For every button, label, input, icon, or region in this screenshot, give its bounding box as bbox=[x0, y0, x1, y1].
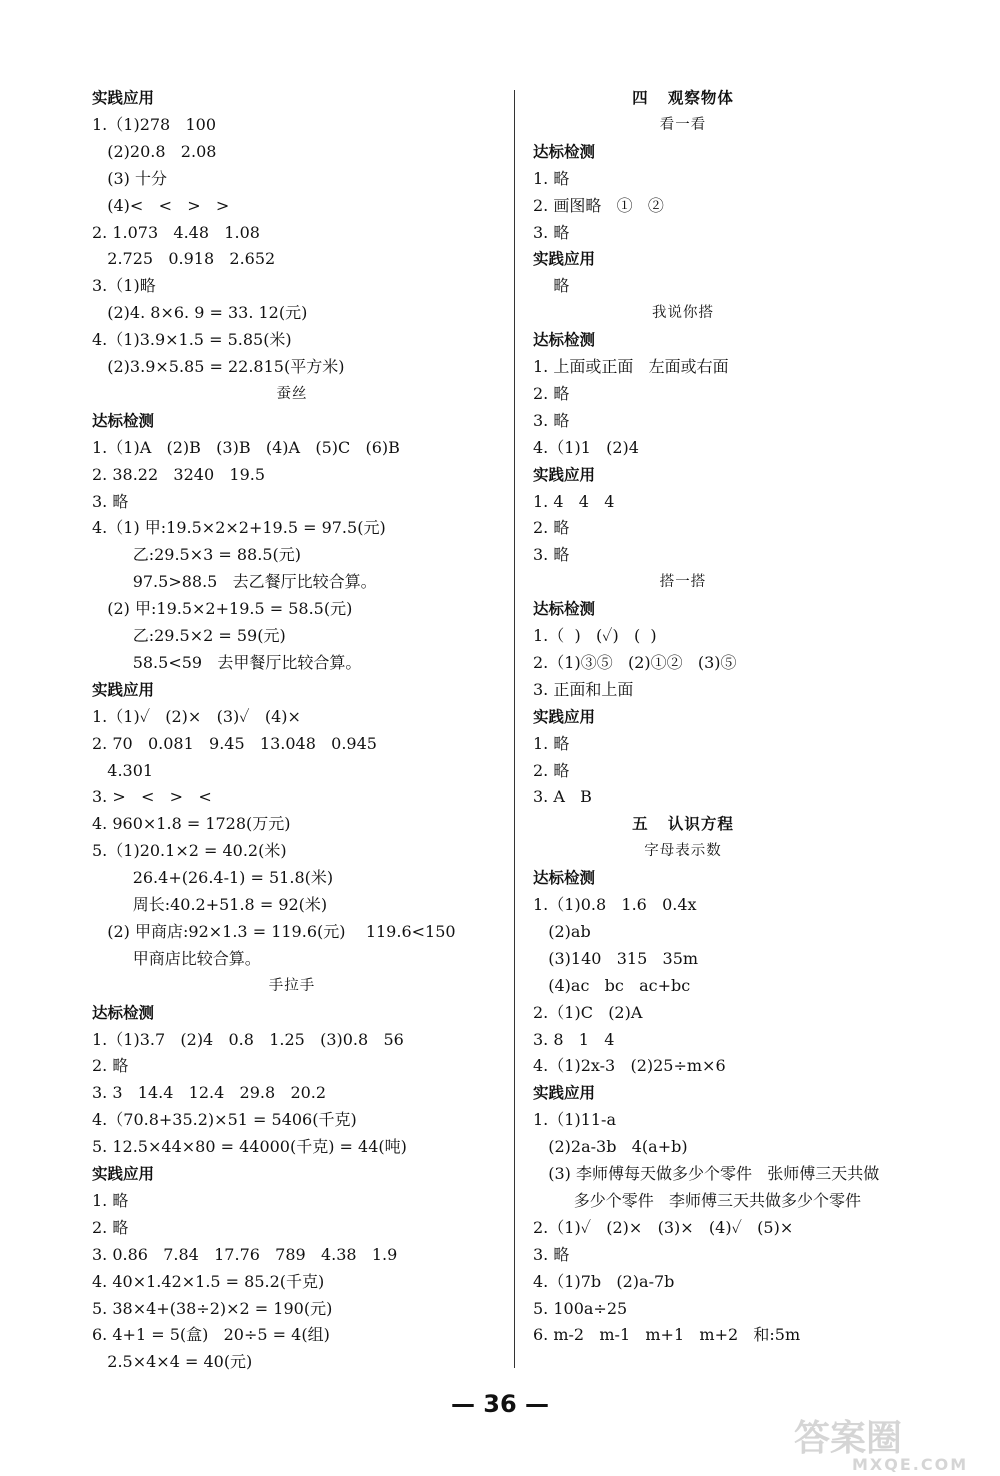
answer-line: 1.（1)278 100 bbox=[92, 114, 217, 134]
answer-line: 5. 100a÷25 bbox=[533, 1298, 628, 1318]
chapter-title: 四 观察物体 bbox=[632, 89, 734, 107]
answer-line: (3)140 315 35m bbox=[533, 948, 699, 968]
answer-line: 3. 略 bbox=[533, 410, 570, 430]
answer-line: 甲商店比较合算。 bbox=[92, 948, 261, 968]
answer-line: 4.（1)3.9×1.5 = 5.85(米) bbox=[92, 330, 292, 350]
answer-line: (2)ab bbox=[533, 921, 591, 941]
answer-line: 1. 略 bbox=[92, 1190, 129, 1210]
section-heading: 达标检测 bbox=[92, 411, 155, 430]
section-heading: 实践应用 bbox=[92, 1165, 155, 1183]
section-heading: 达标检测 bbox=[533, 331, 596, 350]
answer-line: 1.（1)11-a bbox=[533, 1110, 616, 1130]
answer-line: 1.（1)3.7 (2)4 0.8 1.25 (3)0.8 56 bbox=[92, 1029, 404, 1049]
chapter-title: 五 认识方程 bbox=[632, 815, 734, 834]
answer-line: 5. 38×4+(38÷2)×2 = 190(元) bbox=[92, 1298, 333, 1318]
answer-line: 3.（1)略 bbox=[92, 276, 156, 296]
section-heading: 实践应用 bbox=[92, 89, 155, 107]
answer-line: 6. 4+1 = 5(盒) 20÷5 = 4(组) bbox=[92, 1325, 330, 1345]
answer-line: 1.（ ) (✓) ( ) bbox=[533, 626, 657, 645]
answer-line: 略 bbox=[533, 276, 570, 296]
watermark-logo-icon bbox=[792, 1416, 992, 1472]
section-heading: 实践应用 bbox=[533, 250, 596, 269]
answer-line: 2. 略 bbox=[533, 760, 570, 780]
answer-line: 5. 12.5×44×80 = 44000(千克) = 44(吨) bbox=[92, 1137, 407, 1157]
watermark bbox=[792, 1416, 992, 1472]
section-heading: 达标检测 bbox=[533, 600, 596, 619]
answer-line: 2. 38.22 3240 19.5 bbox=[92, 464, 266, 484]
answer-line: 4.（1)2x-3 (2)25÷m×6 bbox=[533, 1056, 726, 1076]
answer-line: 2. 略 bbox=[533, 518, 570, 538]
answer-line: 3. 略 bbox=[533, 222, 570, 242]
section-heading: 实践应用 bbox=[533, 707, 596, 726]
answer-line: (2)20.8 2.08 bbox=[92, 141, 217, 161]
answer-line: 多少个零件 李师傅三天共做多少个零件 bbox=[533, 1190, 861, 1210]
page-number: — 36 — bbox=[450, 1390, 550, 1418]
answer-line: 3. 正面和上面 bbox=[533, 679, 634, 699]
answer-line: 2.（1)✓ (2)× (3)× (4)✓ (5)× bbox=[533, 1217, 794, 1237]
answer-line: 乙:29.5×2 = 59(元) bbox=[92, 626, 286, 645]
answer-line: 2. 略 bbox=[92, 1217, 129, 1237]
answer-line: 3. 8 1 4 bbox=[533, 1029, 615, 1049]
answer-line: 1.（1)0.8 1.6 0.4x bbox=[533, 895, 697, 914]
section-heading: 达标检测 bbox=[533, 142, 596, 161]
answer-line: (2) 甲商店:92×1.3 = 119.6(元) 119.6<150 bbox=[92, 921, 456, 941]
subsection-title: 搭一搭 bbox=[659, 574, 707, 591]
section-heading: 实践应用 bbox=[92, 680, 155, 699]
answer-line: 乙:29.5×3 = 88.5(元) bbox=[92, 545, 301, 565]
answer-line: (3) 十分 bbox=[92, 168, 168, 188]
subsection-title: 字母表示数 bbox=[644, 843, 722, 860]
answer-line: 3. A B bbox=[533, 787, 592, 807]
answer-line: (2) 甲:19.5×2+19.5 = 58.5(元) bbox=[92, 599, 353, 619]
section-heading: 实践应用 bbox=[533, 465, 596, 484]
answer-line: (2)4. 8×6. 9 = 33. 12(元) bbox=[92, 303, 308, 323]
section-heading: 达标检测 bbox=[92, 1003, 155, 1022]
answer-line: 4.301 bbox=[92, 760, 154, 780]
answer-line: 97.5>88.5 去乙餐厅比较合算。 bbox=[92, 572, 377, 592]
answer-line: 3. > < > < bbox=[92, 787, 212, 807]
answer-line: 2. 画图略 ① ② bbox=[533, 195, 664, 215]
answer-line: 2.（1)③⑤ (2)①② (3)⑤ bbox=[533, 652, 737, 672]
answer-line: 4. 960×1.8 = 1728(万元) bbox=[92, 814, 291, 834]
answer-line: 4.（1)1 (2)4 bbox=[533, 437, 639, 457]
answer-line: 3. 略 bbox=[533, 1244, 570, 1264]
answer-line: 1.（1)✓ (2)× (3)✓ (4)× bbox=[92, 706, 301, 726]
watermark-url: MXQE.COM bbox=[852, 1455, 969, 1472]
subsection-title: 看一看 bbox=[659, 116, 707, 133]
answer-line: 5.（1)20.1×2 = 40.2(米) bbox=[92, 841, 287, 861]
answer-line: 3. 0.86 7.84 17.76 789 4.38 1.9 bbox=[92, 1244, 398, 1264]
answer-line: (4)< < > > bbox=[92, 195, 230, 215]
answer-line: 58.5<59 去甲餐厅比较合算。 bbox=[92, 652, 362, 672]
answer-line: 2. 略 bbox=[92, 1056, 129, 1076]
answer-line: 3. 3 14.4 12.4 29.8 20.2 bbox=[92, 1083, 327, 1103]
answer-line: 2. 略 bbox=[533, 383, 570, 403]
answer-line: 1. 略 bbox=[533, 168, 570, 188]
answer-line: 6. m-2 m-1 m+1 m+2 和:5m bbox=[533, 1325, 801, 1345]
column-divider bbox=[514, 90, 515, 1368]
answer-line: 1.（1)A (2)B (3)B (4)A (5)C (6)B bbox=[92, 437, 400, 457]
answer-line: 1. 略 bbox=[533, 733, 570, 753]
subsection-title: 蚕丝 bbox=[276, 385, 308, 402]
answer-line: 2. 70 0.081 9.45 13.048 0.945 bbox=[92, 733, 377, 753]
answer-line: 2.（1)C (2)A bbox=[533, 1002, 643, 1022]
answer-line: 2. 1.073 4.48 1.08 bbox=[92, 222, 260, 242]
subsection-title: 手拉手 bbox=[268, 977, 316, 994]
answer-line: 2.725 0.918 2.652 bbox=[92, 249, 276, 269]
answer-line: (2)2a-3b 4(a+b) bbox=[533, 1137, 688, 1157]
answer-line: 4.（1) 甲:19.5×2×2+19.5 = 97.5(元) bbox=[92, 518, 386, 538]
answer-line: 1. 上面或正面 左面或右面 bbox=[533, 357, 729, 376]
subsection-title: 我说你搭 bbox=[652, 305, 714, 322]
answer-line: (4)ac bc ac+bc bbox=[533, 975, 691, 995]
section-heading: 达标检测 bbox=[533, 869, 596, 888]
answer-line: 4.（70.8+35.2)×51 = 5406(千克) bbox=[92, 1110, 357, 1130]
answer-line: (3) 李师傅每天做多少个零件 张师傅三天共做 bbox=[533, 1164, 880, 1183]
answer-line: 4.（1)7b (2)a-7b bbox=[533, 1271, 675, 1291]
answer-line: 4. 40×1.42×1.5 = 85.2(千克) bbox=[92, 1271, 325, 1291]
watermark-logo-text: 答案圈 bbox=[794, 1418, 903, 1459]
section-heading: 实践应用 bbox=[533, 1084, 596, 1103]
answer-line: (2)3.9×5.85 = 22.815(平方米) bbox=[92, 357, 345, 376]
answer-line: 1. 4 4 4 bbox=[533, 491, 615, 511]
answer-line: 2.5×4×4 = 40(元) bbox=[92, 1352, 253, 1372]
answer-line: 26.4+(26.4-1) = 51.8(米) bbox=[92, 868, 334, 888]
answer-line: 3. 略 bbox=[92, 491, 129, 511]
answer-line: 周长:40.2+51.8 = 92(米) bbox=[92, 895, 328, 914]
answer-line: 3. 略 bbox=[533, 545, 570, 565]
